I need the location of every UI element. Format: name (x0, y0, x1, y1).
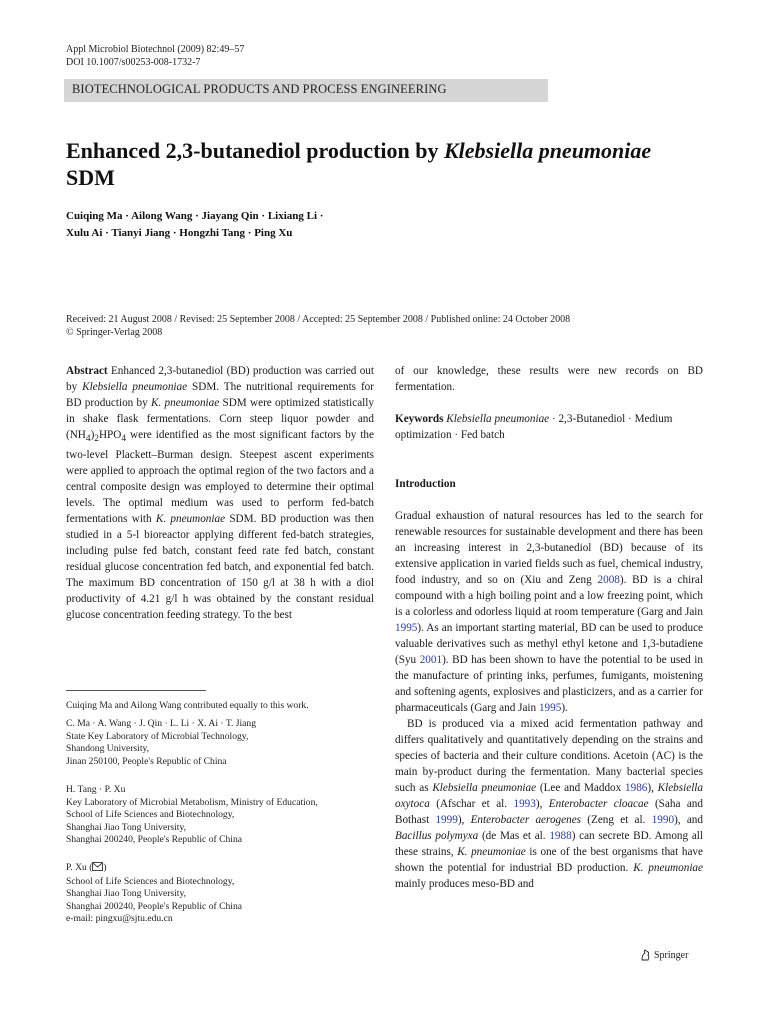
citation-link[interactable]: 1988 (549, 830, 572, 842)
abstract-organism: Klebsiella pneumoniae (82, 381, 188, 393)
intro-paragraph-1 (395, 508, 703, 716)
affiliation-line: Shanghai Jiao Tong University, (66, 821, 187, 833)
citation-link[interactable]: 1986 (625, 782, 648, 794)
intro-text: ). As an important starting material, BD can be used to produce valuable derivatives such as methyl ethyl ketone and 1,3-butadiene (Syu (395, 622, 703, 666)
citation-link[interactable]: 2001 (419, 654, 443, 666)
abstract-label: Abstract (66, 365, 108, 377)
abstract-organism: K. pneumoniae (155, 513, 226, 526)
abstract-text: Enhanced 2,3-butanediol (BD) production was carried out by (66, 365, 374, 393)
doi[interactable]: DOI 10.1007/s00253-008-1732-7 (66, 57, 201, 68)
copyright-line: © Springer-Verlag 2008 (66, 327, 163, 338)
footnote-divider (66, 690, 206, 691)
intro-text: is one of the best organisms that have shown the potential for industrial BD production. (395, 846, 703, 874)
affiliation-names (66, 862, 374, 876)
title-part1: Enhanced 2,3-butanediol production by (66, 138, 444, 163)
affiliation-line: Shandong University, (66, 743, 150, 755)
citation-link[interactable]: 1995 (395, 622, 418, 634)
organism-name: Klebsiella oxytoca (395, 782, 704, 810)
citation-link[interactable]: 1999 (435, 814, 458, 826)
author-line-2: Xulu Ai · Tianyi Jiang · Hongzhi Tang · Ping Xu (66, 227, 293, 239)
affiliation-line: Key Laboratory of Microbial Metabolism, Ministry of Education, (66, 796, 318, 808)
affiliation-sjtu-lab (66, 784, 374, 847)
abstract-continuation-block (395, 363, 703, 443)
abstract-text: ) (90, 429, 95, 441)
citation-link[interactable]: 1993 (513, 798, 536, 810)
organism-name: K. pneumoniae (457, 846, 526, 858)
intro-paragraph-2 (395, 716, 703, 892)
affiliation-names: C. Ma · A. Wang · J. Qin · L. Li · X. Ai · T. Jiang (66, 718, 257, 729)
affiliation-line: Shanghai 200240, People's Republic of China (66, 834, 242, 846)
organism-name: Bacillus polymyxa (395, 830, 479, 842)
introduction-heading: Introduction (395, 478, 456, 490)
corresponding-name-end: ) (103, 862, 107, 873)
organism-name: Enterobacter aerogenes (470, 814, 582, 826)
intro-text: ), (457, 814, 471, 826)
section-banner: BIOTECHNOLOGICAL PRODUCTS AND PROCESS ENGINEERING (64, 79, 548, 102)
abstract-continuation: of our knowledge, these results were new records on BD fermentation. (395, 365, 703, 393)
keyword-organism: Klebsiella pneumoniae (446, 413, 550, 425)
publisher-logo (640, 949, 688, 961)
affiliation-line: State Key Laboratory of Microbial Technology, (66, 730, 249, 742)
affiliation-shandong (66, 718, 374, 768)
intro-text: ) can secrete BD. Among all these strains, (395, 830, 704, 858)
organism-name: K. pneumoniae (633, 862, 703, 874)
organism-name: Enterobacter cloacae (548, 798, 649, 810)
corresponding-name: P. Xu ( (66, 862, 93, 873)
equal-contribution-note: Cuiqing Ma and Ailong Wang contributed equally to this work. (66, 700, 309, 711)
abstract-text: SDM. BD production was then studied in a 5-l bioreactor applying different fed-batch strategies, including pulse fed batch, constant feed rate fed batch, constant residual glucose concentration fed batch, and exponential fed batch. The maximum BD concentration of 150 g/l at 38 h with a diol productivity of 4.21 g/l h was obtained by the constant residual glucose concentration feeding strategy. To the best (66, 513, 374, 622)
affiliation-line: School of Life Sciences and Biotechnology, (66, 875, 235, 887)
keywords (395, 411, 703, 443)
intro-text: BD is produced via a mixed acid fermentation pathway and differs qualitatively and quantitatively depending on the strains and species of bacteria and their culture conditions. Acetoin (AC) is the main by-product during the fermentation. Many bacterial species such as (395, 718, 703, 794)
dates-line: Received: 21 August 2008 / Revised: 25 September 2008 / Accepted: 25 September 2008 / Published online: 24 October 2008 (66, 314, 571, 325)
intro-text: Gradual exhaustion of natural resources has led to the search for renewable resources for sustainable development and there has been an increasing interest in 2,3-butanediol (BD) because of its extensive application in varied fields such as fuel, chemical industry, food industry, and so on (Xiu and Zeng (395, 510, 703, 586)
introduction-body (395, 508, 703, 892)
publication-dates (66, 313, 706, 339)
intro-text: mainly produces meso-BD and (395, 878, 534, 890)
subscript: 4 (85, 434, 91, 445)
abstract-organism: K. pneumoniae (151, 397, 220, 409)
subscript: 4 (121, 434, 127, 445)
intro-text: (Afschar et al. (429, 798, 514, 810)
intro-text: (Zeng et al. (581, 814, 652, 826)
intro-text: ), (535, 798, 549, 810)
intro-text: (de Mas et al. (478, 830, 550, 842)
affiliation-corresponding (66, 862, 374, 926)
title-part2: SDM (66, 165, 115, 190)
organism-name: Klebsiella pneumoniae (432, 782, 537, 794)
intro-text: (Saha and Bothast (395, 798, 703, 826)
author-list (66, 208, 566, 242)
citation-link[interactable]: 2008 (597, 574, 620, 586)
envelope-icon[interactable] (92, 862, 103, 876)
abstract-text: were identified as the most significant factors by the two-level Plackett–Burman design. Steepest ascent experiments were applied to approach the optimal region of the two factors and a central composite design was employed to determine their optimal levels. The optimal medium was used to perform fed-batch fermentations with (66, 429, 374, 526)
citation-link[interactable]: 1990 (651, 814, 675, 826)
abstract (66, 363, 374, 623)
abstract-text: SDM were optimized statistically in shake flask fermentations. Corn steep liquor powder and (NH (66, 397, 374, 441)
citation-link[interactable]: 1995 (538, 702, 562, 714)
publisher-name: Springer (654, 949, 689, 961)
journal-reference: Appl Microbiol Biotechnol (2009) 82:49–57 (66, 44, 245, 55)
affiliation-line: Jinan 250100, People's Republic of China (66, 755, 227, 767)
abstract-text: HPO (98, 429, 122, 441)
subscript: 2 (94, 434, 99, 445)
affiliation-names: H. Tang · P. Xu (66, 784, 126, 795)
affiliation-line: Shanghai 200240, People's Republic of China (66, 900, 242, 912)
intro-text: ). BD has been shown to have the potential to be used in the manufacture of printing inks, perfumes, fumigants, moistening and softening agents, explosives and plasticizers, and as a carrier for pharmaceuticals (Garg and Jain (395, 654, 703, 714)
intro-text: (Lee and Maddox (536, 782, 625, 794)
abstract-text: SDM. The nutritional requirements for BD production by (66, 381, 374, 409)
title-organism: Klebsiella pneumoniae (443, 138, 652, 163)
keywords-rest: · 2,3-Butanediol · Medium optimization · Fed batch (395, 413, 673, 441)
affiliation-line: Shanghai Jiao Tong University, (66, 888, 187, 900)
article-title (66, 137, 666, 191)
intro-text: ), (647, 782, 658, 794)
keywords-label: Keywords (395, 413, 444, 425)
intro-text: ). (561, 702, 568, 714)
intro-text: ), and (674, 814, 703, 826)
email-address[interactable]: e-mail: pingxu@sjtu.edu.cn (66, 913, 173, 925)
intro-text: ). BD is a chiral compound with a high boiling point and a low freezing point, which is a colorless and odorless liquid at room temperature (Garg and Jain (395, 574, 703, 618)
author-line-1: Cuiqing Ma · Ailong Wang · Jiayang Qin · Lixiang Li · (66, 210, 324, 222)
affiliation-line: School of Life Sciences and Biotechnology, (66, 809, 235, 821)
springer-horse-icon (640, 949, 651, 961)
